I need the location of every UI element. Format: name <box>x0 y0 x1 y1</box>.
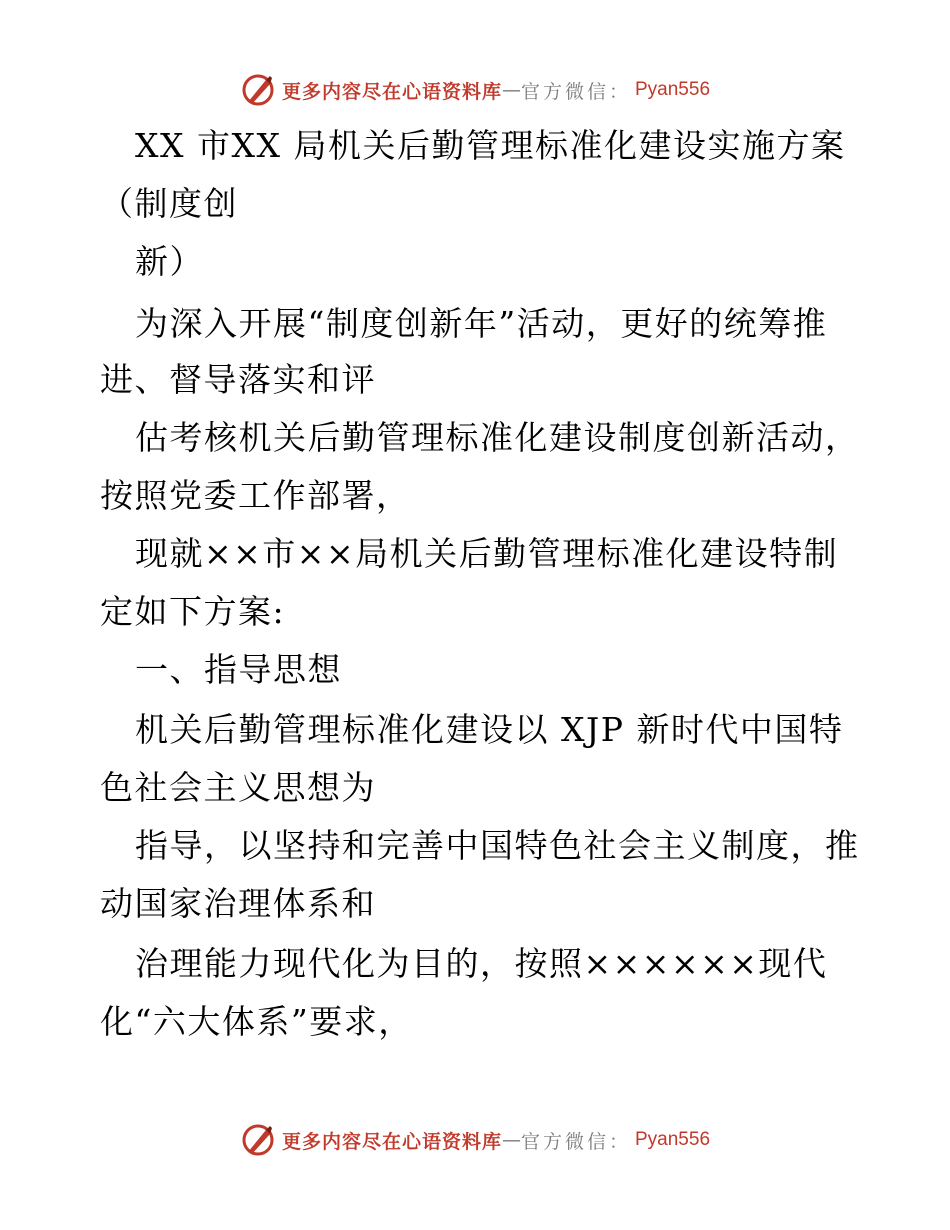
paragraph-line: 动国家治理体系和 <box>100 884 376 923</box>
paragraph-line: 估考核机关后勤管理标准化建设制度创新活动， <box>135 418 860 457</box>
paragraph-line: 指导，以坚持和完善中国特色社会主义制度，推 <box>135 826 860 865</box>
quill-pen-seal-icon <box>240 72 276 108</box>
watermark-wechat-label: 官方微信： <box>520 1130 631 1153</box>
document-title-line-2: （制度创 <box>100 184 238 223</box>
watermark-separator: — <box>501 79 521 101</box>
document-title-line-1: XX 市XX 局机关后勤管理标准化建设实施方案 <box>135 126 846 165</box>
watermark-wechat-label: 官方微信： <box>520 80 631 103</box>
paragraph-line: 色社会主义思想为 <box>100 768 376 807</box>
paragraph-line: 定如下方案: <box>100 592 286 631</box>
paragraph-line: 化“六大体系”要求， <box>100 1002 413 1041</box>
watermark-wechat-id: Pyan556 <box>635 1129 711 1150</box>
document-title-line-3: 新） <box>135 242 204 281</box>
paragraph-line: 为深入开展“制度创新年”活动，更好的统筹推 <box>135 304 828 343</box>
paragraph-line: 机关后勤管理标准化建设以 XJP 新时代中国特 <box>135 710 844 749</box>
watermark-wechat-id: Pyan556 <box>635 79 711 100</box>
header-watermark <box>0 70 950 110</box>
paragraph-line: 治理能力现代化为目的，按照××××××现代 <box>135 944 828 983</box>
section-heading: 一、指导思想 <box>135 650 342 689</box>
paragraph-line: 进、督导落实和评 <box>100 360 376 399</box>
paragraph-line: 按照党委工作部署， <box>100 476 411 515</box>
watermark-main-text: 更多内容尽在心语资料库 <box>281 80 502 103</box>
footer-watermark <box>0 1120 950 1160</box>
quill-pen-seal-icon <box>240 1122 276 1158</box>
watermark-separator: — <box>501 1129 521 1151</box>
paragraph-line: 现就××市××局机关后勤管理标准化建设特制 <box>135 534 839 573</box>
watermark-main-text: 更多内容尽在心语资料库 <box>281 1130 502 1153</box>
